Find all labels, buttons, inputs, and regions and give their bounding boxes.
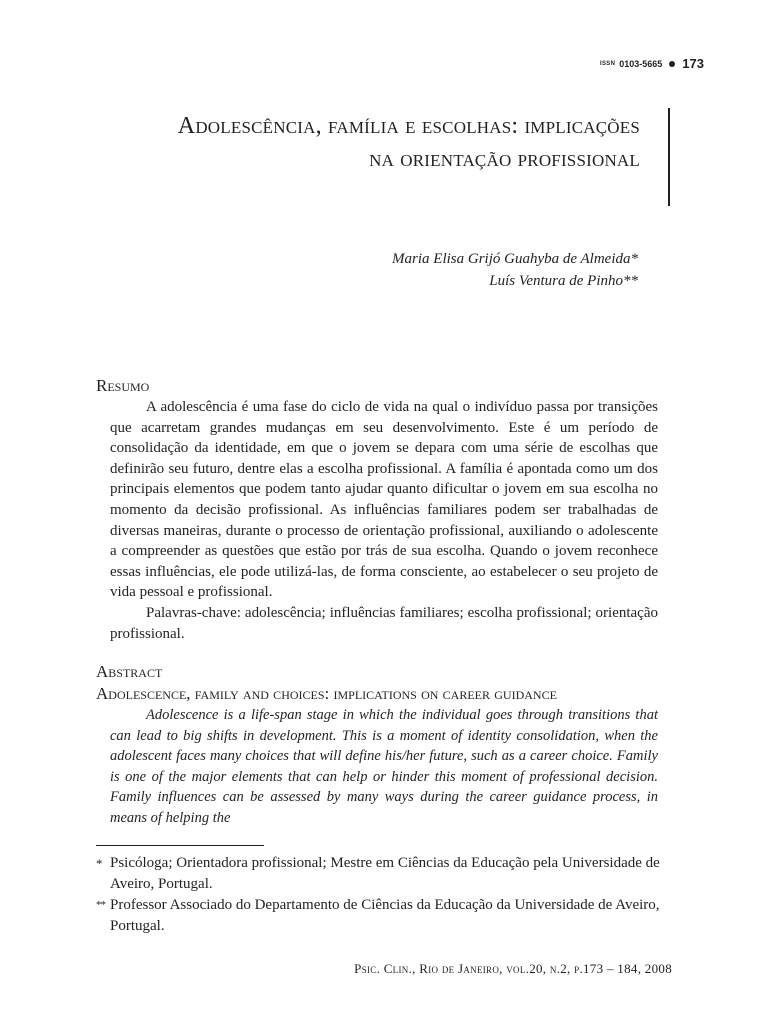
resumo-body: A adolescência é uma fase do ciclo de vida na qual o indivíduo passa por transições que acarretam grandes mudanças em seu desenvolvimento. Este é um período de consolidação da identidade, em que o jovem se depara com uma série de escolhas que definirão seu futuro, dentre elas a escolha profissional. A família é apontada como um dos principais elementos que podem tanto ajudar quanto dificultar o jovem em sua escolha no momento da decisão profissional. As influências familiares podem ser trabalhadas de diversas maneiras, durante o processo de orientação profissional, auxiliando o adolescente a compreender as questões que estão por trás de sua escolha. Quando o jovem reconhece essas influências, ele pode utilizá-las, de forma consciente, ao estabelecer o seu projeto de vida pessoal e profissional. [110, 399, 658, 601]
footnote-1 [96, 853, 672, 895]
issn-label: ISSN [600, 60, 616, 67]
footnote-text: Psicóloga; Orientadora profissional; Mestre em Ciências da Educação pela Universidade de Aveiro, Portugal. [110, 855, 660, 892]
author-2: Luís Ventura de Pinho** [489, 273, 638, 289]
footnote-text: Professor Associado do Departamento de Ciências da Educação da Universidade de Aveiro, Portugal. [110, 897, 660, 934]
title-line-1: Adolescência, família e escolhas: implicações [177, 113, 640, 139]
title-divider [668, 108, 670, 206]
journal-citation: Psic. Clin., Rio de Janeiro, vol.20, n.2, p.173 – 184, 2008 [354, 961, 672, 976]
abstract-section [96, 661, 658, 829]
abstract-body: Adolescence is a life-span stage in which the individual goes through transitions that can lead to big shifts in development. This is a moment of identity consolidation, when the adolescent faces many choices that will define his/her future, such as a career choice. Family is one of the major elements that can help or hinder this moment of professional decision. Family influences can be assessed by many ways during the career guidance process, in means of helping the [110, 707, 658, 826]
footnotes [96, 853, 672, 937]
footnote-rule [96, 845, 264, 846]
abstract-heading: Abstract [96, 662, 163, 681]
resumo-keywords: Palavras-chave: adolescência; influências familiares; escolha profissional; orientação profissional. [110, 604, 658, 642]
bullet-icon [669, 61, 675, 67]
footnote-2 [96, 895, 672, 937]
resumo-section [96, 375, 658, 644]
footnote-mark: ** [96, 899, 105, 911]
resumo-heading: Resumo [96, 376, 150, 395]
footnote-mark: * [96, 856, 103, 871]
abstract-title: Adolescence, family and choices: implications on career guidance [96, 684, 557, 703]
issn-number: 0103-5665 [619, 58, 663, 69]
article-title [100, 110, 640, 176]
page-header [600, 56, 704, 71]
author-list [392, 248, 638, 292]
page-number: 173 [682, 56, 704, 71]
author-1: Maria Elisa Grijó Guahyba de Almeida* [392, 251, 638, 267]
title-line-2: na orientação profissional [369, 146, 640, 172]
